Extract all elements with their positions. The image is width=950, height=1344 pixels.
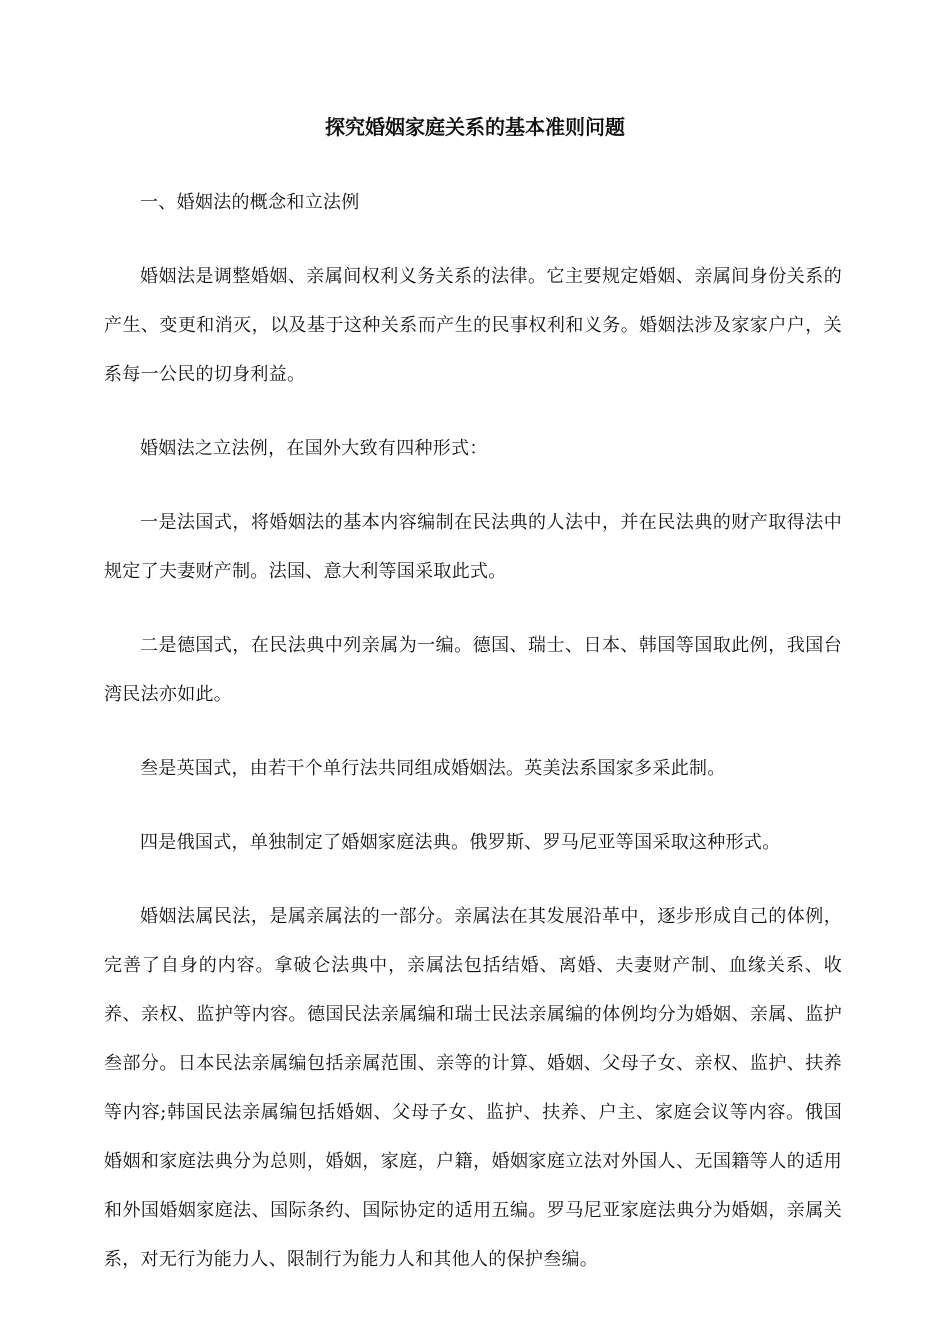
paragraph: 婚姻法属民法，是属亲属法的一部分。亲属法在其发展沿革中，逐步形成自己的体例，完善了自身的内容。拿破仑法典中，亲属法包括结婚、离婚、夫妻财产制、血缘关系、收养、亲权、监护等内容。德国民法亲属编和瑞士民法亲属编的体例均分为婚姻、亲属、监护叁部分。日本民法亲属编包括亲属范围、亲等的计算、婚姻、父母子女、亲权、监护、扶养等内容;韩国民法亲属编包括婚姻、父母子女、监护、扶养、户主、家庭会议等内容。俄国婚姻和家庭法典分为总则，婚姻，家庭，户籍，婚姻家庭立法对外国人、无国籍等人的适用和外国婚姻家庭法、国际条约、国际协定的适用五编。罗马尼亚家庭法典分为婚姻，亲属关系，对无行为能力人、限制行为能力人和其他人的保护叁编。 (104, 906, 842, 1270)
section-heading: 一、婚姻法的概念和立法例 (140, 192, 360, 213)
paragraph: 婚姻法是调整婚姻、亲属间权利义务关系的法律。它主要规定婚姻、亲属间身份关系的产生、变更和消灭，以及基于这种关系而产生的民事权利和义务。婚姻法涉及家家户户，关系每一公民的切身利益。 (104, 266, 842, 385)
paragraph: 叁是英国式，由若干个单行法共同组成婚姻法。英美法系国家多采此制。 (140, 758, 726, 779)
document-title: 探究婚姻家庭关系的基本准则问题 (325, 115, 625, 139)
paragraph: 四是俄国式，单独制定了婚姻家庭法典。俄罗斯、罗马尼亚等国采取这种形式。 (140, 832, 781, 853)
paragraph: 二是德国式，在民法典中列亲属为一编。德国、瑞士、日本、韩国等国取此例，我国台湾民法亦如此。 (104, 635, 842, 705)
paragraph: 一是法国式，将婚姻法的基本内容编制在民法典的人法中，并在民法典的财产取得法中规定了夫妻财产制。法国、意大利等国采取此式。 (104, 512, 842, 582)
document-body (104, 178, 842, 1309)
paragraph: 婚姻法之立法例，在国外大致有四种形式： (140, 438, 488, 459)
